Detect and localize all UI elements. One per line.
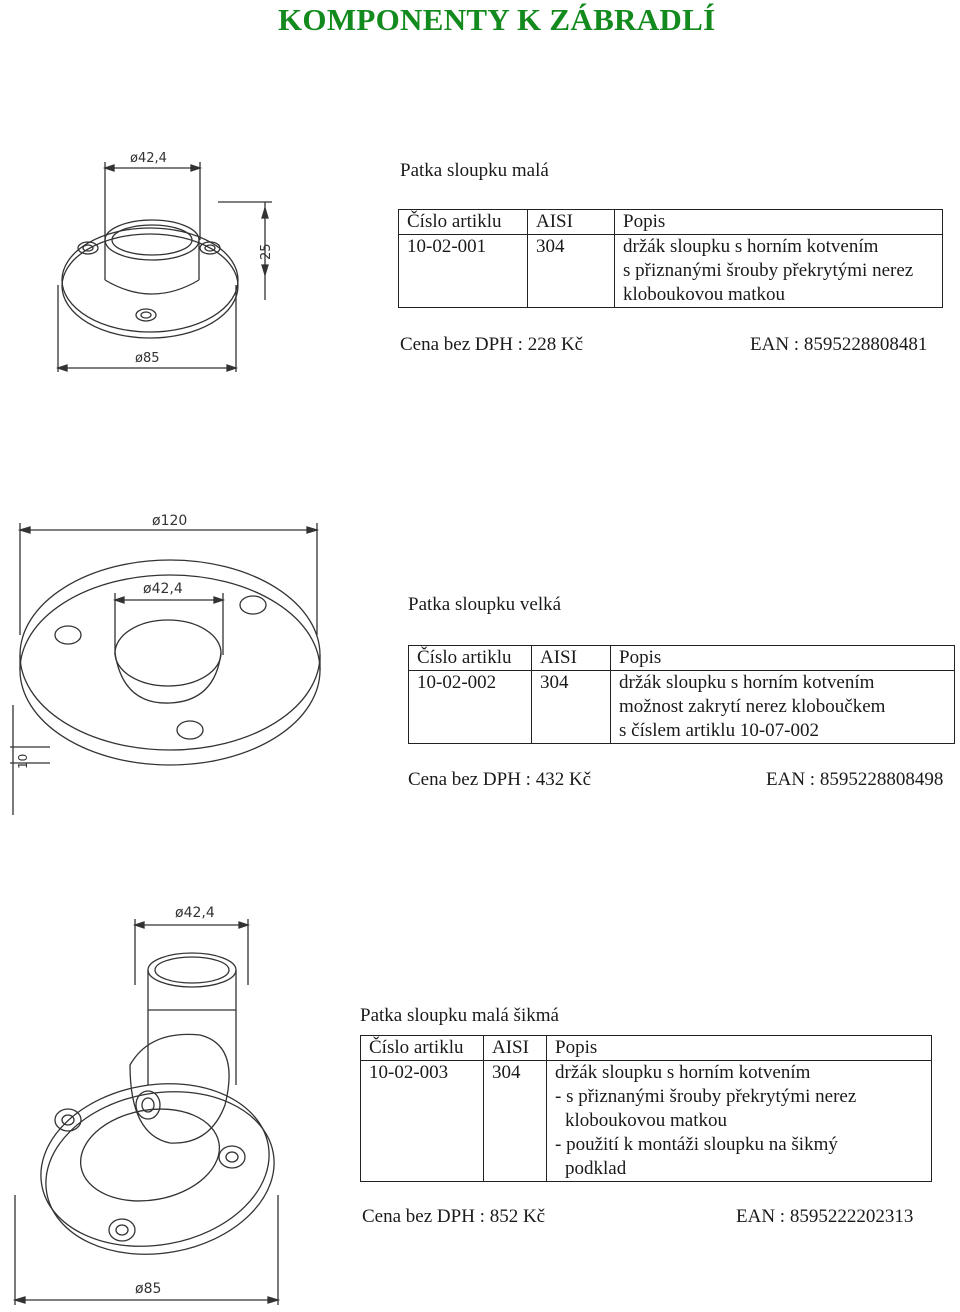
price: Cena bez DPH : 852 Kč (362, 1206, 546, 1227)
col-header-aisi: AISI (528, 210, 615, 235)
product-name: Patka sloupku velká (408, 594, 562, 615)
col-header-article: Číslo artiklu (409, 646, 532, 671)
ean-code: EAN : 8595228808481 (750, 334, 928, 355)
price: Cena bez DPH : 432 Kč (408, 769, 592, 790)
product-name: Patka sloupku malá šikmá (360, 1005, 559, 1026)
ean-code: EAN : 8595222202313 (736, 1206, 914, 1227)
page-title: KOMPONENTY K ZÁBRADLÍ (278, 2, 716, 37)
aisi-value: 304 (484, 1061, 547, 1086)
dim-label-base: ø85 (135, 351, 160, 366)
spec-table (398, 209, 943, 308)
dim-label-height: 25 (259, 243, 274, 260)
description-line: držák sloupku s horním kotvením (547, 1061, 932, 1086)
col-header-description: Popis (547, 1036, 932, 1061)
drawing-small-base (40, 140, 300, 380)
aisi-value: 304 (532, 671, 611, 696)
description-line: kloboukovou matkou (547, 1109, 932, 1133)
drawing-large-base (5, 505, 335, 825)
dim-label-plate: ø120 (152, 513, 188, 529)
product-name: Patka sloupku malá (400, 160, 549, 181)
description-line: podklad (547, 1157, 932, 1182)
dim-label-thickness: 10 (16, 753, 30, 769)
col-header-aisi: AISI (484, 1036, 547, 1061)
article-number: 10-02-002 (409, 671, 532, 696)
description-line: možnost zakrytí nerez kloboučkem (611, 695, 955, 719)
col-header-article: Číslo artiklu (361, 1036, 484, 1061)
description-line: kloboukovou matkou (615, 283, 943, 308)
article-number: 10-02-003 (361, 1061, 484, 1086)
col-header-description: Popis (611, 646, 955, 671)
col-header-description: Popis (615, 210, 943, 235)
description-line: držák sloupku s horním kotvením (615, 235, 943, 260)
spec-table (360, 1035, 932, 1182)
aisi-value: 304 (528, 235, 615, 260)
ean-code: EAN : 8595228808498 (766, 769, 944, 790)
dim-label-hole: ø42,4 (143, 581, 183, 597)
description-line: držák sloupku s horním kotvením (611, 671, 955, 696)
description-line: s číslem artiklu 10-07-002 (611, 719, 955, 744)
description-line: - použití k montáži sloupku na šikmý (547, 1133, 932, 1157)
description-line: s přiznanými šrouby překrytými nerez (615, 259, 943, 283)
col-header-article: Číslo artiklu (399, 210, 528, 235)
dim-label-tube: ø42,4 (130, 151, 167, 166)
dim-label-base: ø85 (135, 1281, 162, 1297)
drawing-angled-base (10, 895, 310, 1307)
price: Cena bez DPH : 228 Kč (400, 334, 584, 355)
spec-table (408, 645, 955, 744)
description-line: - s přiznanými šrouby překrytými nerez (547, 1085, 932, 1109)
dim-label-tube: ø42,4 (175, 905, 215, 921)
article-number: 10-02-001 (399, 235, 528, 260)
col-header-aisi: AISI (532, 646, 611, 671)
